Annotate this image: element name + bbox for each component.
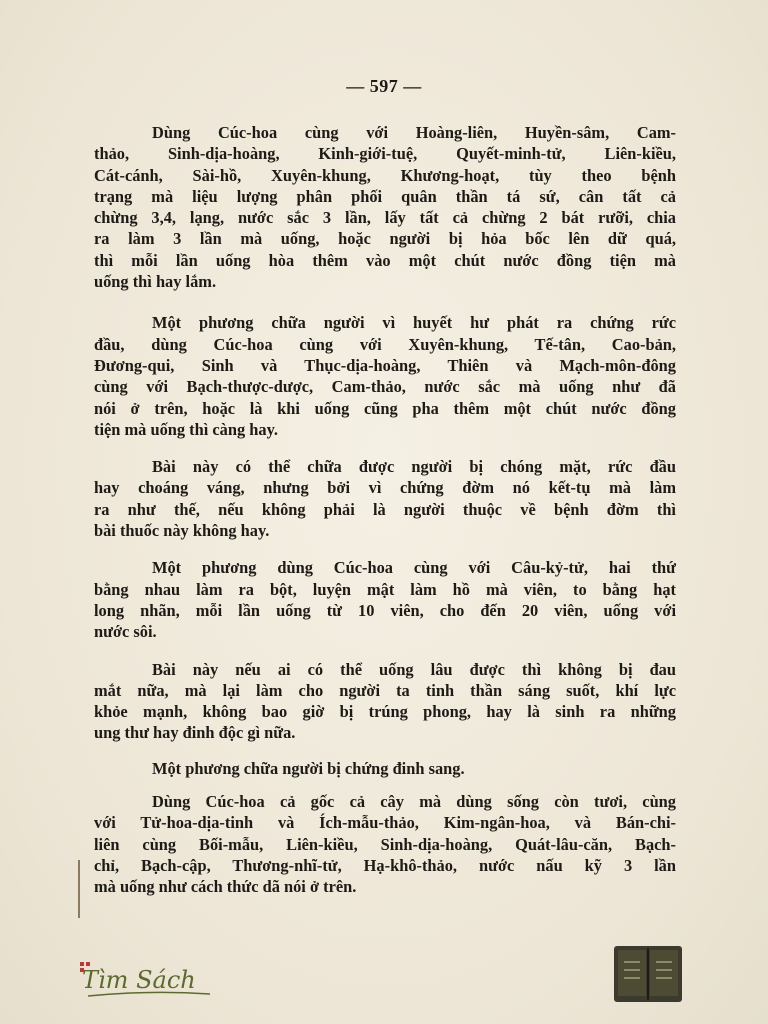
text-line: ra làm 3 lần mà uống, hoặc người bị hỏa bốc lên dữ quá, (94, 229, 676, 249)
text-line: Bài này nếu ai có thể uống lâu được thì không bị đau (152, 659, 676, 679)
text-line: mắt nữa, mà lại làm cho người ta tinh thần sáng suốt, khí lực (94, 680, 676, 700)
text-line: mà uống như cách thức dã nói ở trên. (94, 877, 357, 897)
text-line: Đương-qui, Sinh và Thục-dịa-hoàng, Thiên và Mạch-môn-đông (94, 355, 676, 375)
text-line: thì mỗi lần uống hòa thêm vào một chút nước đồng tiện mà (94, 250, 676, 270)
text-line: Dùng Cúc-hoa cùng với Hoàng-liên, Huyền-sâm, Cam- (152, 123, 676, 142)
text-line: đầu, dùng Cúc-hoa cùng với Xuyên-khung, Tế-tân, Cao-bản, (94, 334, 676, 354)
text-line: ung thư hay đinh độc gì nữa. (94, 723, 296, 743)
text-line: tiện mà uống thì càng hay. (94, 419, 278, 439)
text-line: Bài này có thể chữa được người bị chóng mặt, rức đầu (152, 457, 676, 477)
text-line: ra như thế, nếu không phải là người thuộc về bệnh đờm thì (94, 499, 676, 519)
text-line: Một phương chữa người vì huyết hư phát ra chứng rức (152, 313, 676, 333)
paragraph-2 (94, 312, 676, 440)
logo-text: Tìm Sách (82, 966, 196, 994)
text-line: cùng với Bạch-thược-dược, Cam-thảo, nước sắc mà uống như đã (94, 377, 676, 397)
text-line: chừng 3,4, lạng, nước sắc 3 lần, lấy tất cả chừng 2 bát rưỡi, chia (94, 208, 676, 228)
book-icon (612, 942, 684, 1004)
paragraph-5 (94, 659, 676, 744)
text-line: thảo, Sinh-dịa-hoàng, Kinh-giới-tuệ, Quyết-minh-tử, Liên-kiều, (94, 144, 676, 164)
text-line: Cát-cánh, Sài-hồ, Xuyên-khung, Khương-hoạt, tùy theo bệnh (94, 165, 676, 185)
text-line: với Tử-hoa-dịa-tinh và Ích-mẫu-thảo, Kim-ngân-hoa, và Bán-chi- (94, 813, 676, 833)
paragraph-1 (94, 122, 676, 292)
text-line: bài thuốc này không hay. (94, 521, 270, 541)
text-line: liên cùng Bối-mẫu, Liên-kiều, Sinh-dịa-hoàng, Quát-lâu-căn, Bạch- (94, 834, 676, 854)
text-line: nước sôi. (94, 622, 157, 642)
text-line: Dùng Cúc-hoa cả gốc cả cây mà dùng sống còn tươi, cùng (152, 792, 676, 812)
section-heading: Một phương chữa người bị chứng đinh sang. (152, 758, 465, 778)
page-number: — 597 — (346, 76, 422, 96)
body-text (94, 122, 676, 898)
margin-rule (78, 860, 80, 918)
text-line: khỏe mạnh, không bao giờ bị trúng phong, hay là sinh ra những (94, 702, 676, 722)
text-line: nói ở trên, hoặc là khi uống cũng pha thêm một chút nước đồng (94, 398, 676, 418)
text-line: chỉ, Bạch-cập, Thương-nhĩ-tử, Hạ-khô-thảo, nước nấu kỹ 3 lần (94, 855, 676, 875)
text-line: trạng mà liệu lượng phân phối quân thần tá sứ, cân tất cả (94, 186, 676, 206)
text-line: uống thì hay lắm. (94, 272, 217, 292)
paragraph-3 (94, 456, 676, 541)
paragraph-6 (94, 758, 676, 779)
text-line: Một phương dùng Cúc-hoa cùng với Câu-kỷ-tử, hai thứ (152, 558, 676, 578)
text-line: hay choáng váng, nhưng bởi vì chứng đờm nó kết-tụ mà làm (94, 478, 676, 498)
text-line: bằng nhau làm ra bột, luyện mật làm hồ mà viên, to bằng hạt (94, 579, 676, 599)
paragraph-7 (94, 791, 676, 897)
text-line: long nhãn, mỗi lần uống từ 10 viên, cho đến 20 viên, uống với (94, 600, 676, 620)
paragraph-4 (94, 557, 676, 642)
